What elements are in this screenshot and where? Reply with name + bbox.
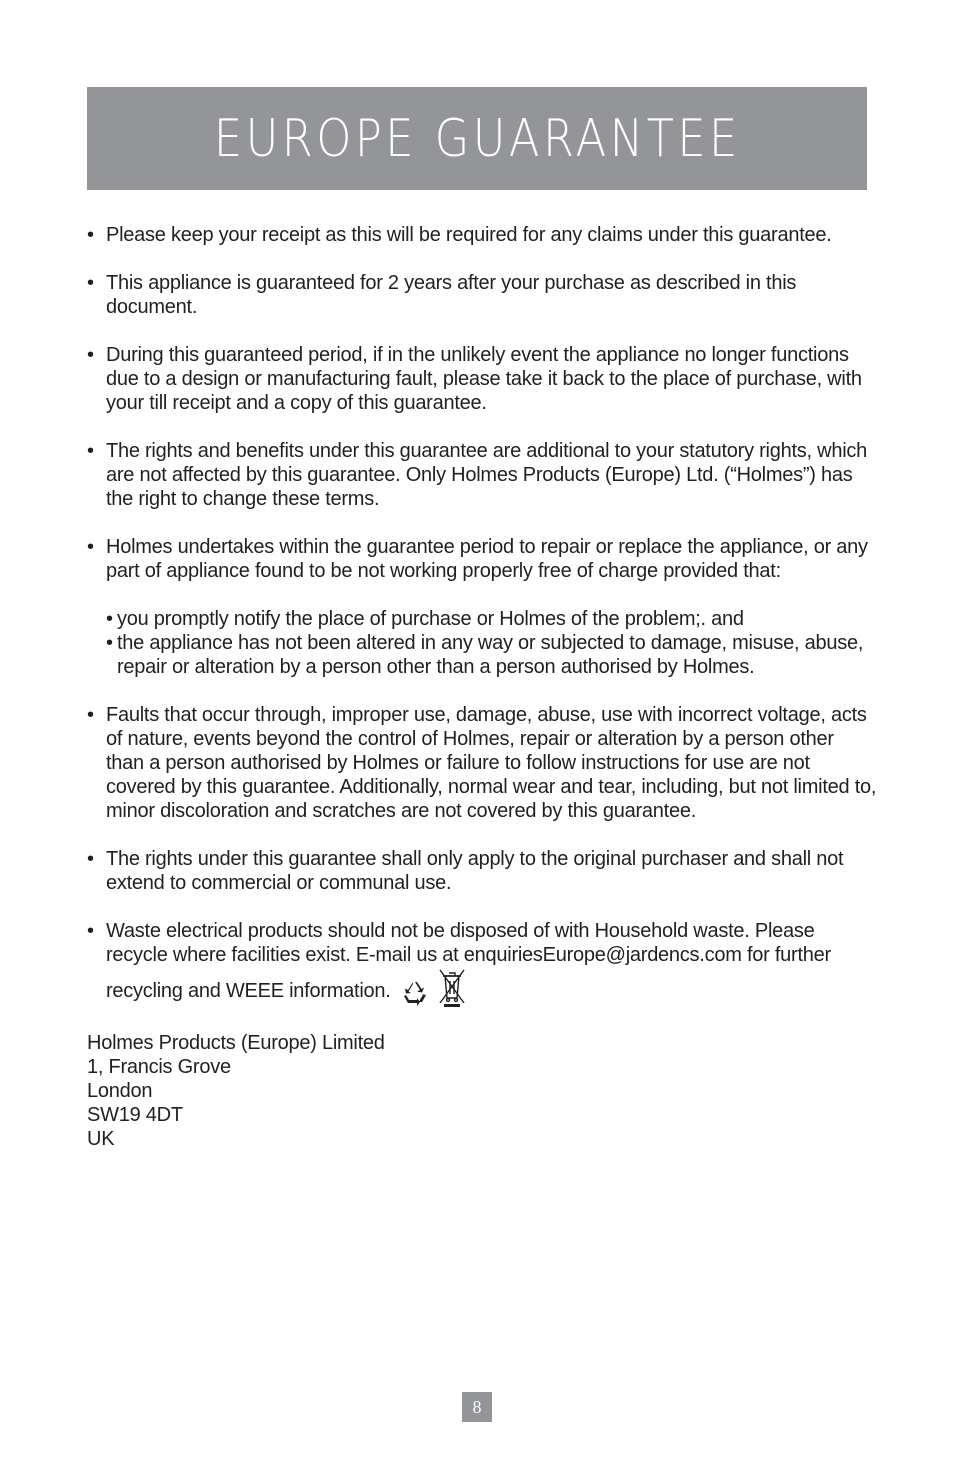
condition-text: the appliance has not been altered in any way or subjected to damage, misuse, abuse, repair or alteration by a person other than a person authorised by Holmes. (117, 632, 864, 678)
bullet-text: The rights and benefits under this guarantee are additional to your statutory rights, which are not affected by this guarantee. Only Holmes Products (Europe) Ltd. (“Holmes”) has the right to change these terms. (106, 440, 868, 510)
company-address (87, 1031, 877, 1151)
bullet-text: Faults that occur through, improper use, damage, abuse, use with incorrect voltage, acts of nature, events beyond the control of Holmes, repair or alteration by a person other than a person authorised by Holmes or failure to follow instructions for use are not covered by this guarantee. Additionally, normal wear and tear, including, but not limited to, minor discoloration and scratches are not covered by this guarantee. (106, 704, 877, 822)
bullet-text: This appliance is guaranteed for 2 years after your purchase as described in this document. (106, 272, 797, 318)
bullet-dot: • (106, 608, 113, 630)
bullet-dot: • (87, 272, 94, 294)
disposal-icons (400, 967, 468, 1007)
address-line: 1, Francis Grove (87, 1056, 231, 1078)
condition-item (106, 607, 877, 631)
bullet-dot: • (87, 536, 94, 558)
bullet-dot: • (87, 920, 94, 942)
bullet-dot: • (87, 344, 94, 366)
bullet-text: The rights under this guarantee shall only apply to the original purchaser and shall not extend to commercial or communal use. (106, 848, 844, 894)
bullet-dot: • (87, 224, 94, 246)
address-line: Holmes Products (Europe) Limited (87, 1032, 385, 1054)
crossed-out-bin-icon (436, 967, 468, 1007)
bullet-text: Please keep your receipt as this will be required for any claims under this guarantee. (106, 224, 832, 246)
address-line: UK (87, 1128, 115, 1150)
page-number-text: 8 (472, 1396, 482, 1417)
bullet-weee (87, 919, 877, 1007)
page-title: EUROPE GUARANTEE (213, 108, 741, 169)
bullet-text: During this guaranteed period, if in the unlikely event the appliance no longer functions due to a design or manufacturing fault, please take it back to the place of purchase, with your till receipt and a copy of this guarantee. (106, 344, 862, 414)
bullet-text: Waste electrical products should not be disposed of with Household waste. Please recycle where facilities exist. E-mail us at enquiriesEurope@jardencs.com for further recycling and WEEE information. (106, 920, 831, 1002)
condition-text: you promptly notify the place of purchase or Holmes of the problem;. and (117, 608, 744, 630)
address-line: SW19 4DT (87, 1104, 183, 1126)
address-line: London (87, 1080, 153, 1102)
bullet-dot: • (87, 848, 94, 870)
page-number (462, 1392, 492, 1422)
recycle-icon (400, 979, 430, 1007)
bullet-fault (87, 343, 877, 415)
bullet-dot: • (106, 632, 113, 654)
bullet-text: Holmes undertakes within the guarantee period to repair or replace the appliance, or any part of appliance found to be not working properly free of charge provided that: (106, 536, 868, 582)
bullet-dot: • (87, 440, 94, 462)
condition-list (87, 607, 877, 679)
title-banner (87, 87, 867, 190)
condition-item (106, 631, 877, 679)
bullet-period (87, 271, 877, 319)
bullet-rights (87, 439, 877, 511)
bullet-undertakes (87, 535, 877, 583)
bullet-dot: • (87, 704, 94, 726)
bullet-receipt (87, 223, 877, 247)
guarantee-content (87, 223, 877, 1151)
bullet-exclusions (87, 703, 877, 823)
bullet-purchaser (87, 847, 877, 895)
